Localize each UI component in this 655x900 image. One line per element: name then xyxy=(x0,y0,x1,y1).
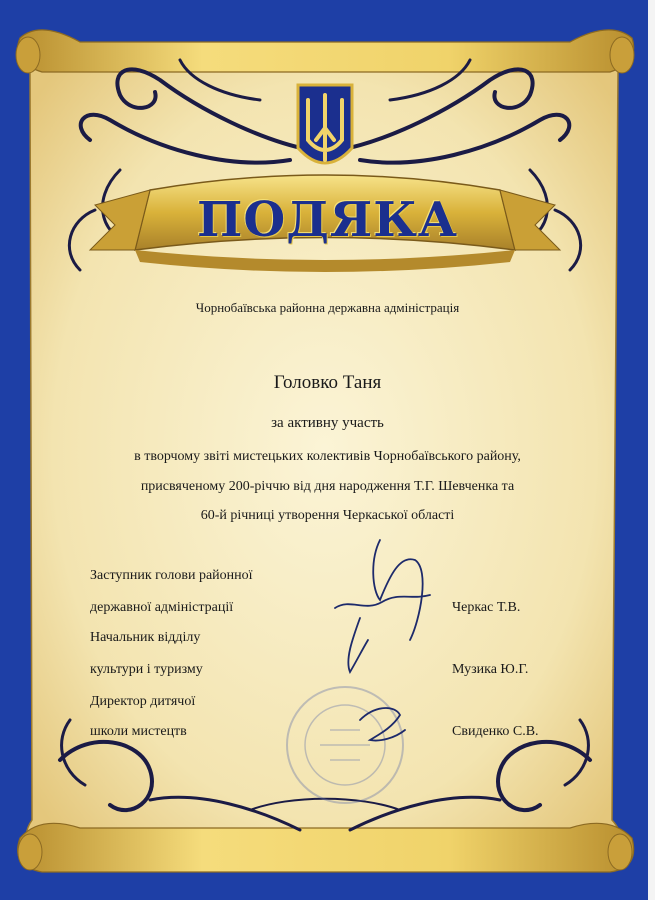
signatory-1-position-line-1: Заступник голови районної xyxy=(90,568,253,583)
signatory-2-name: Музика Ю.Г. xyxy=(452,662,529,677)
signatory-2-position-line-2: культури і туризму xyxy=(90,662,203,677)
stamp-seal xyxy=(287,687,403,803)
recipient-name: Головко Таня xyxy=(273,372,382,393)
signatory-1-name: Черкас Т.В. xyxy=(452,600,521,615)
award-reason: за активну участь xyxy=(271,415,384,431)
scan-margin xyxy=(648,0,655,900)
signatory-1-position-line-2: державної адміністрації xyxy=(90,600,234,615)
signatory-2-position-line-1: Начальник відділу xyxy=(90,630,201,645)
body-line-2: присвяченому 200-річчю від дня народження Т.Г. Шевченка та xyxy=(140,479,515,494)
signatory-3-position-line-2: школи мистецтв xyxy=(90,724,187,739)
body-line-3: 60-й річниці утворення Черкаської області xyxy=(200,508,455,523)
organization-name: Чорнобаївська районна державна адміністрація xyxy=(195,300,460,315)
body-line-1: в творчому звіті мистецьких колективів Чорнобаївського району, xyxy=(134,449,521,464)
signatory-3-name: Свиденко С.В. xyxy=(452,724,539,739)
certificate-title: ПОДЯКА xyxy=(197,192,458,248)
trident-coat-of-arms-icon xyxy=(298,85,352,163)
signatory-3-position-line-1: Директор дитячої xyxy=(90,694,196,709)
